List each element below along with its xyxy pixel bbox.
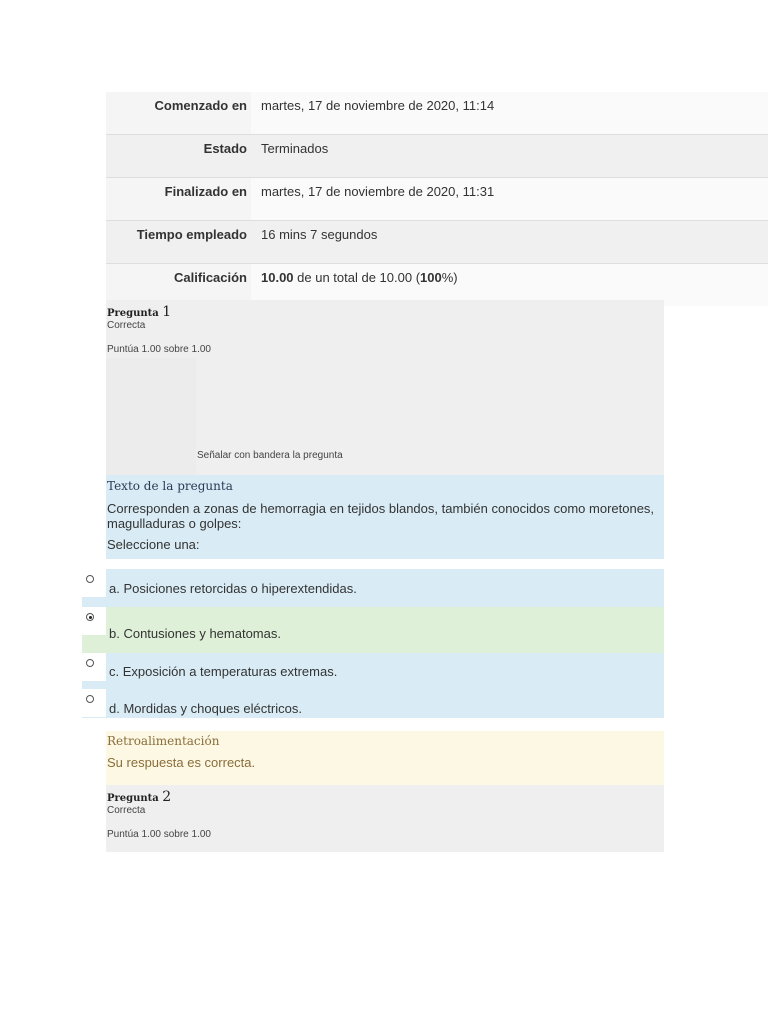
attempt-summary-table <box>106 92 768 306</box>
summary-label: Finalizado en <box>106 178 251 220</box>
summary-value: martes, 17 de noviembre de 2020, 11:14 <box>251 92 768 134</box>
question-label: Pregunta <box>107 793 159 804</box>
question-grade: Puntúa 1.00 sobre 1.00 <box>107 829 211 840</box>
question-1-info <box>106 300 664 475</box>
question-number <box>107 304 664 320</box>
question-state: Correcta <box>107 805 146 816</box>
feedback-block <box>106 731 664 785</box>
radio-cell <box>82 607 106 635</box>
question-grade: Puntúa 1.00 sobre 1.00 <box>107 344 211 355</box>
summary-value: martes, 17 de noviembre de 2020, 11:31 <box>251 178 768 220</box>
question-text-heading: Texto de la pregunta <box>107 479 233 493</box>
grade-end: %) <box>441 270 458 285</box>
question-number-value: 1 <box>162 304 172 320</box>
summary-row-finished <box>106 178 768 221</box>
radio-button[interactable] <box>86 575 94 583</box>
radio-button[interactable] <box>86 695 94 703</box>
summary-row-state <box>106 135 768 178</box>
summary-label: Tiempo empleado <box>106 221 251 263</box>
answer-label[interactable]: a. Posiciones retorcidas o hiperextendidas. <box>109 581 357 596</box>
question-2-info <box>106 785 664 852</box>
grade-percent: 100 <box>420 270 442 285</box>
answer-option-d[interactable] <box>82 689 664 718</box>
radio-cell <box>82 569 106 597</box>
question-number-value: 2 <box>162 789 172 805</box>
grade-mid: de un total de 10.00 ( <box>293 270 421 285</box>
summary-value: 16 mins 7 segundos <box>251 221 768 263</box>
grade-score: 10.00 <box>261 270 294 285</box>
feedback-heading: Retroalimentación <box>107 734 220 748</box>
answer-label[interactable]: c. Exposición a temperaturas extremas. <box>109 664 338 679</box>
question-state: Correcta <box>107 320 146 331</box>
radio-button-selected[interactable] <box>86 613 94 621</box>
answer-label[interactable]: b. Contusiones y hematomas. <box>109 626 281 641</box>
summary-label: Comenzado en <box>106 92 251 134</box>
summary-value: Terminados <box>251 135 768 177</box>
radio-cell <box>82 689 106 717</box>
summary-label: Estado <box>106 135 251 177</box>
answer-option-a[interactable] <box>82 569 664 607</box>
summary-row-time <box>106 221 768 264</box>
summary-label: Calificación <box>106 264 251 306</box>
radio-cell <box>82 653 106 681</box>
answer-list <box>82 569 664 718</box>
select-prompt: Seleccione una: <box>107 537 200 552</box>
answer-label[interactable]: d. Mordidas y choques eléctricos. <box>109 701 302 716</box>
summary-row-started <box>106 92 768 135</box>
radio-button[interactable] <box>86 659 94 667</box>
answer-option-b[interactable] <box>82 607 664 653</box>
question-number <box>107 789 664 805</box>
answer-option-c[interactable] <box>82 653 664 689</box>
question-1-text-block <box>106 475 664 559</box>
question-label: Pregunta <box>107 308 159 319</box>
feedback-text: Su respuesta es correcta. <box>107 755 256 770</box>
flag-area <box>106 358 196 475</box>
flag-question-link[interactable]: Señalar con bandera la pregunta <box>197 450 343 461</box>
question-text: Corresponden a zonas de hemorragia en tejidos blandos, también conocidos como moretones, magulladuras o golpes: <box>107 501 655 531</box>
